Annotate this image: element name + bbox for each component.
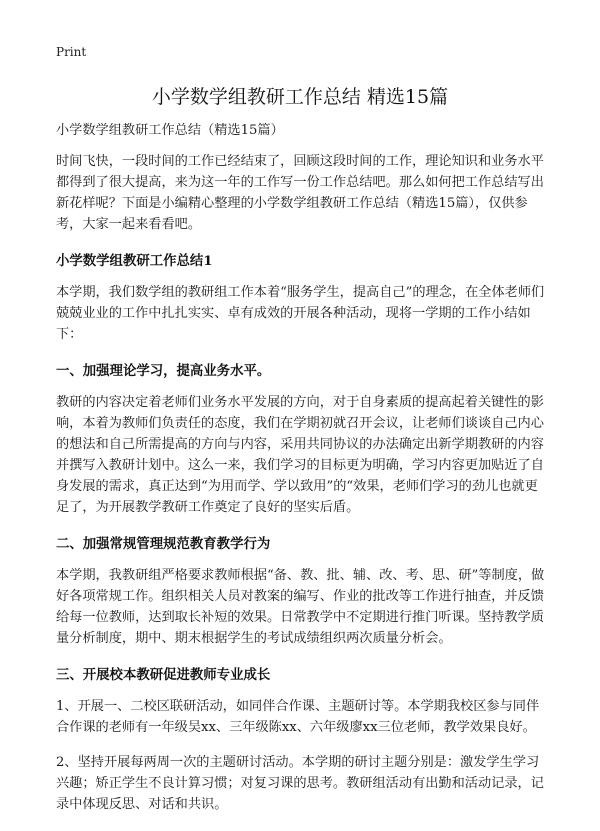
document-body [56, 120, 546, 831]
page-title: 小学数学组教研工作总结 精选15篇 [151, 86, 449, 108]
heading-routine-management: 二、加强常规管理规范教育教学行为 [56, 536, 271, 552]
intro-paragraph: 时间飞快，一段时间的工作已经结束了，回顾这段时间的工作，理论知识和业务水平都得到了很大提高，来为这一年的工作写一份工作总结吧。那么如何把工作总结写出新花样呢？下面是小编精心整理的小学数学组教研工作总结（精选15篇），仅供参考，大家一起来看看吧。 [56, 154, 544, 232]
paragraph-theory-study: 教研的内容决定着老师们业务水平发展的方向，对于自身素质的提高起着关键性的影响，本着为教师们负责任的态度，我们在学期初就召开会议，让老师们谈谈自己内心的想法和自己所需提高的方向与内容，采用共同协议的办法确定出新学期教研的内容并撰写入教研计划中。这么一来，我们学习的目标更为明确，学习内容更加贴近了自身发展的需求，真正达到“为用而学、学以致用”的“效果，老师们学习的劲儿也就更足了，为开展教学教研工作奠定了良好的坚实后盾。 [56, 395, 544, 515]
heading-theory-study: 一、加强理论学习，提高业务水平。 [56, 363, 271, 379]
paragraph-topic-research: 2、坚持开展每两周一次的主题研讨活动。本学期的研讨主题分别是：激发学生学习兴趣；矫正学生不良计算习惯；对复习课的思考。教研组活动有出勤和活动记录，记录中体现反思、对话和共识。 [56, 755, 544, 812]
section-heading: 小学数学组教研工作总结1 [56, 253, 213, 269]
section-intro-paragraph: 本学期，我们数学组的教研组工作本着“服务学生，提高自己”的理念，在全体老师们兢兢业业的工作中扎扎实实、卓有成效的开展各种活动，现将一学期的工作小结如下： [56, 285, 545, 342]
heading-school-research: 三、开展校本教研促进教师专业成长 [56, 667, 271, 683]
paragraph-routine-management: 本学期，我教研组严格要求教师根据“备、教、批、辅、改、考、思、研”等制度，做好各项常规工作。组织相关人员对教案的编写、作业的批改等工作进行抽查，并反馈给每一位教师，达到取长补短的效果。日常教学中不定期进行推门听课。坚持教学质量分析制度，期中、期末根据学生的考试成绩组织两次质量分析会。 [56, 568, 545, 646]
document-subtitle: 小学数学组教研工作总结（精选15篇） [56, 123, 284, 138]
print-link[interactable]: Print [56, 45, 87, 59]
paragraph-joint-research: 1、开展一、二校区联研活动，如同伴合作课、主题研讨等。本学期我校区参与同伴合作课的老师有一年级吴xx、三年级陈xx、六年级廖xx三位老师，教学效果良好。 [56, 699, 540, 735]
